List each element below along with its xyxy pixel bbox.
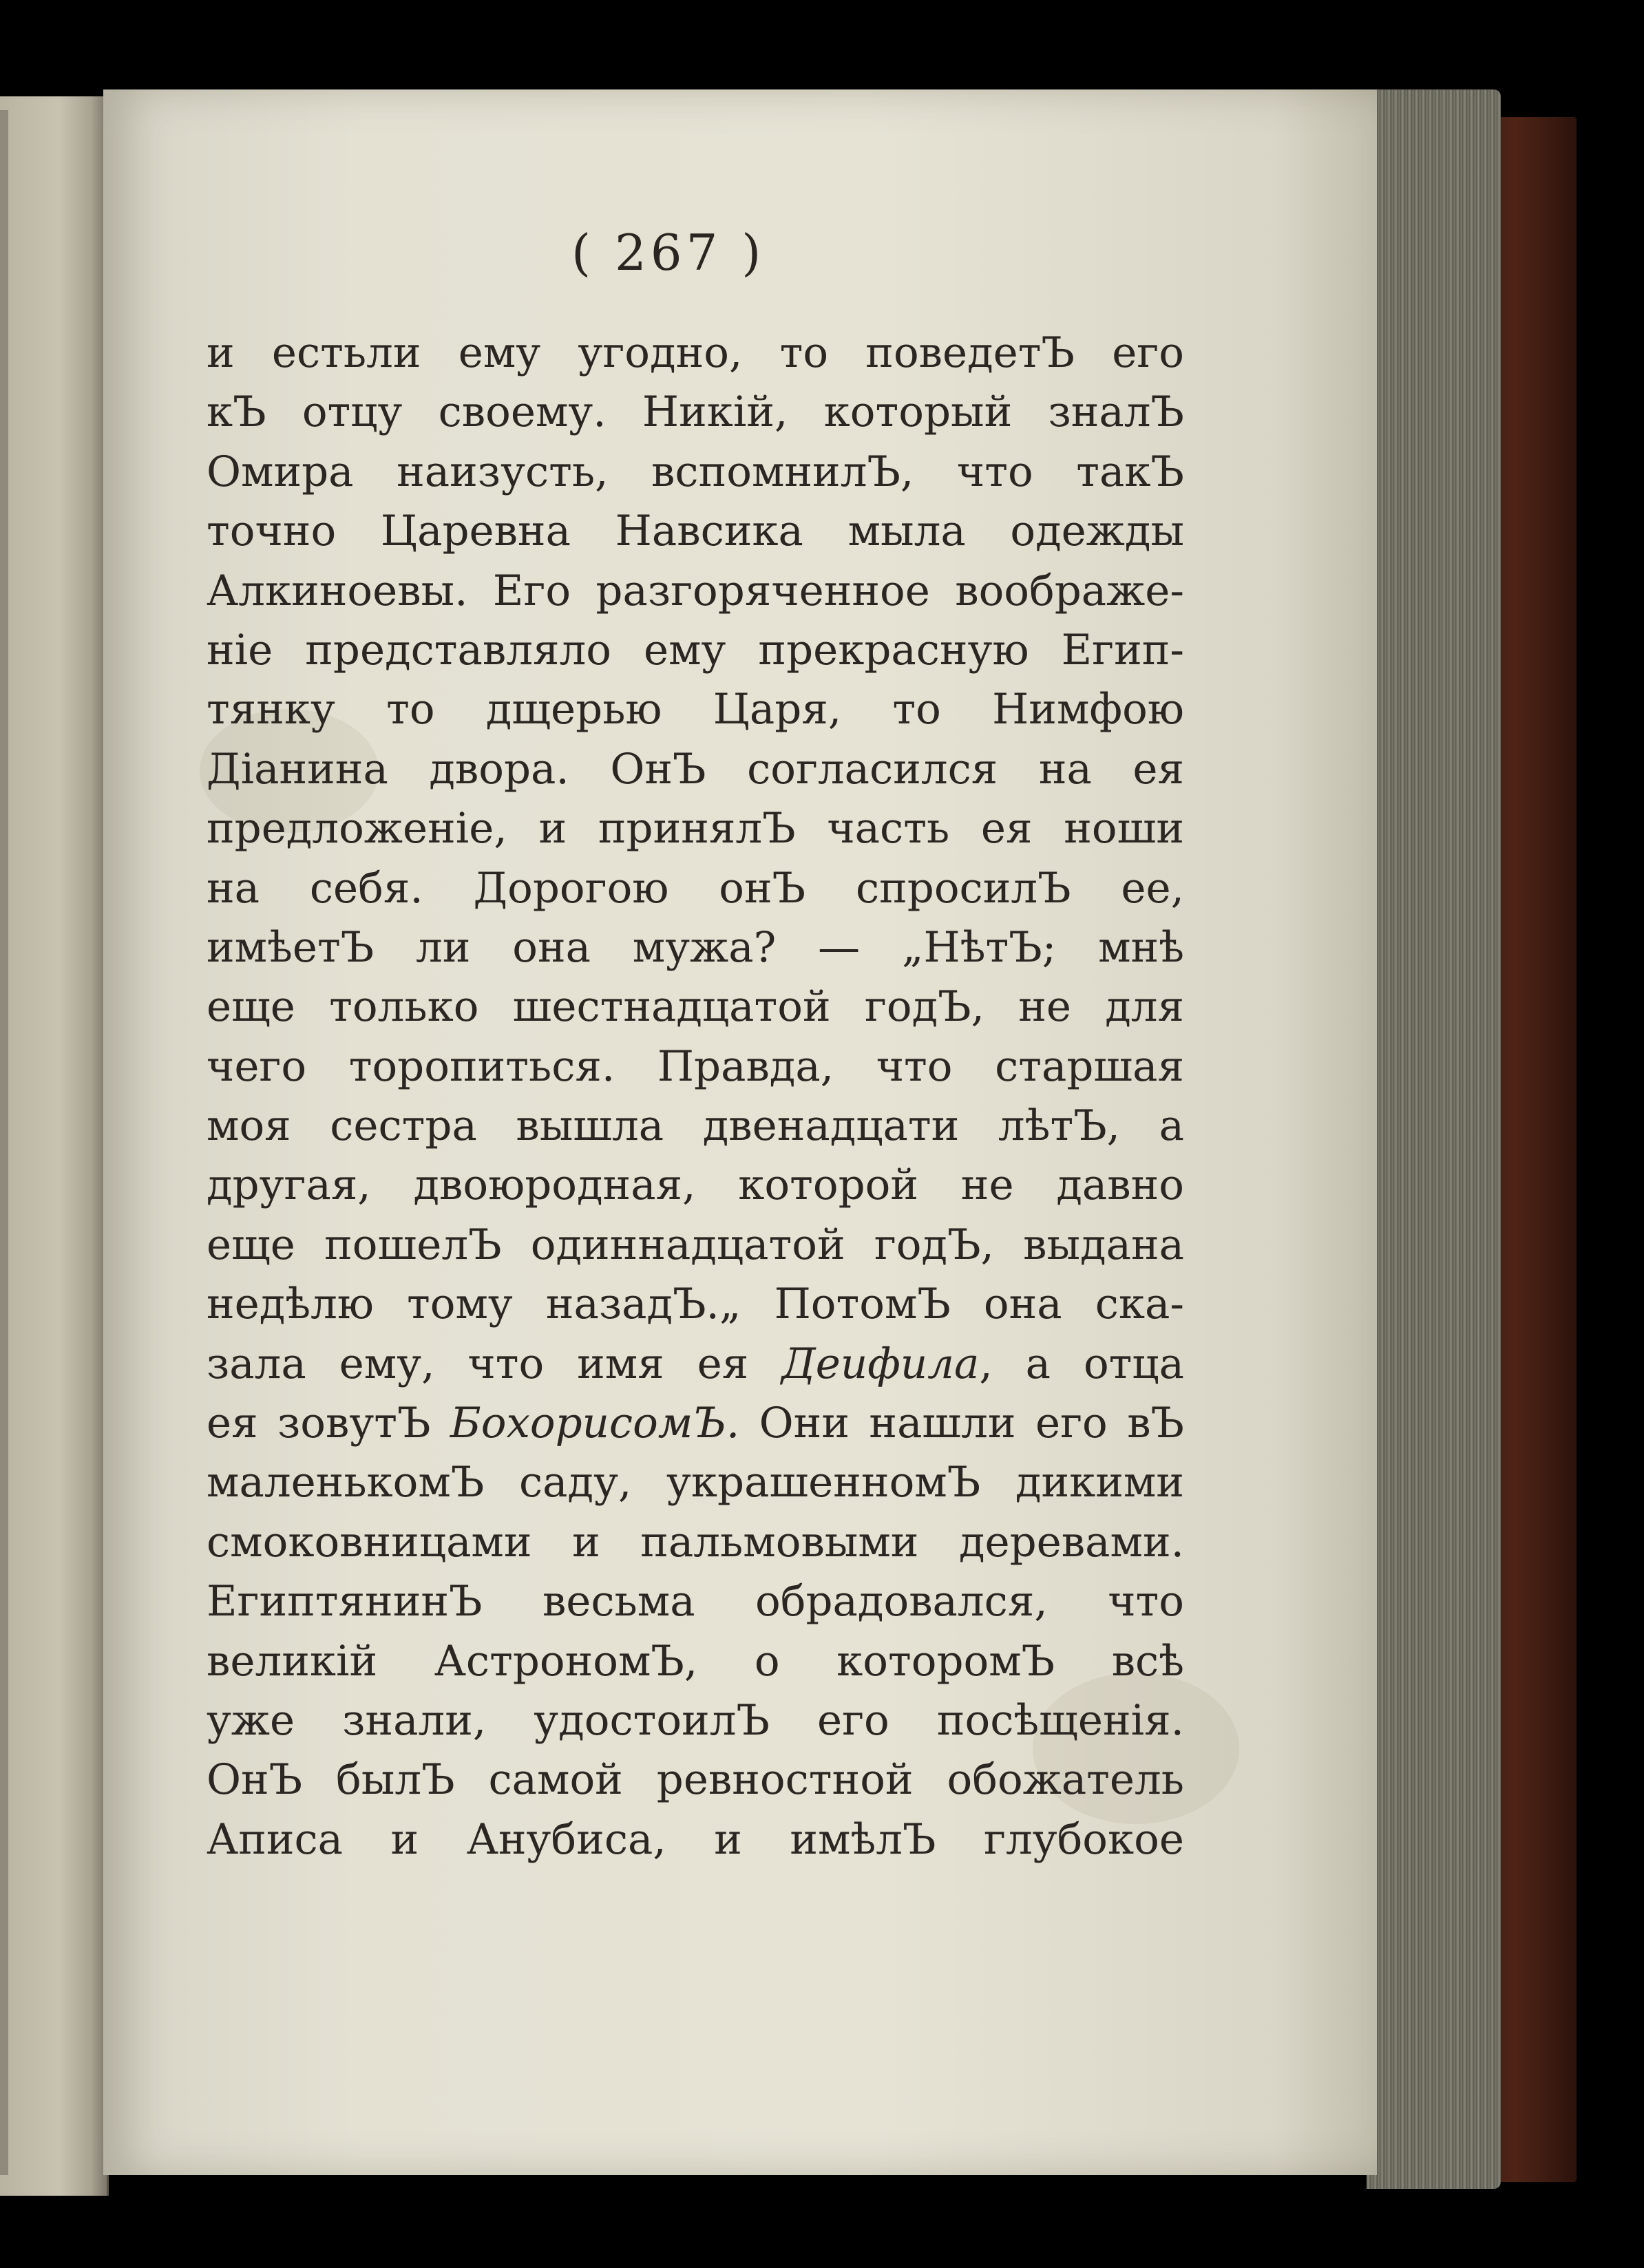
- text-line: моя сестра вышла двенадцати лѣтЪ, а: [207, 1101, 1184, 1151]
- text-line: кЪ отцу своему. Никiй, который зналЪ: [207, 388, 1184, 437]
- page-text: [207, 324, 1184, 1869]
- text-line: точно Царевна Навсика мыла одежды: [207, 507, 1184, 556]
- text-line: еще пошелЪ одиннадцатой годЪ, выдана: [207, 1220, 1184, 1269]
- text-line: ЕгиптянинЪ весьма обрадовался, что: [207, 1577, 1184, 1626]
- text-line-end: Они нашли его вЪ: [759, 1399, 1184, 1448]
- text-line: ОнЪ былЪ самой ревностной обожатель: [207, 1755, 1184, 1805]
- text-line: нiе представляло ему прекрасную Егип-: [207, 625, 1184, 675]
- left-page-edge: [0, 110, 8, 2175]
- text-line: еще только шестнадцатой годЪ, не для: [207, 982, 1184, 1032]
- text-line: недѣлю тому назадЪ.„ ПотомЪ она ска-: [207, 1280, 1184, 1329]
- text-line-start: зала ему, что имя ея: [207, 1339, 749, 1388]
- page-block-edges: [1367, 89, 1501, 2189]
- text-line: и естьли ему угодно, то поведетЪ его: [207, 328, 1184, 377]
- italic-name-bokhoris: БохорисомЪ.: [450, 1399, 740, 1448]
- text-line: Дiанина двора. ОнЪ согласился на ея: [207, 744, 1184, 794]
- text-line: чего торопиться. Правда, что старшая: [207, 1041, 1184, 1091]
- text-line: маленькомЪ саду, украшенномЪ дикими: [207, 1458, 1184, 1507]
- text-line-start: ея зовутЪ: [207, 1399, 431, 1448]
- text-line: великiй АстрономЪ, о которомЪ всѣ: [207, 1636, 1184, 1686]
- text-line: другая, двоюродная, которой не давно: [207, 1161, 1184, 1210]
- left-facing-page: [0, 96, 109, 2196]
- text-line-with-italic: [207, 1335, 1184, 1394]
- italic-name-deifila: Деифила: [781, 1339, 980, 1388]
- text-line: уже знали, удостоилЪ его посѣщенiя.: [207, 1695, 1184, 1745]
- text-line: Аписа и Анубиса, и имѣлЪ глубокое: [207, 1814, 1184, 1864]
- text-line: Омира наизусть, вспомнилЪ, что такЪ: [207, 447, 1184, 496]
- text-line: предложенiе, и принялЪ часть ея ноши: [207, 804, 1184, 854]
- text-line: тянку то дщерью Царя, то Нимфою: [207, 685, 1184, 734]
- text-line: Алкиноевы. Его разгоряченное воображе-: [207, 566, 1184, 615]
- text-line: смоковницами и пальмовыми деревами.: [207, 1517, 1184, 1567]
- text-line-end: , а отца: [979, 1339, 1185, 1388]
- text-line-with-italic: [207, 1394, 1184, 1453]
- page-number: ( 267 ): [571, 224, 766, 282]
- text-line: на себя. Дорогою онЪ спросилЪ ее,: [207, 863, 1184, 913]
- text-line: имѣетЪ ли она мужа? — „НѣтЪ; мнѣ: [207, 922, 1184, 972]
